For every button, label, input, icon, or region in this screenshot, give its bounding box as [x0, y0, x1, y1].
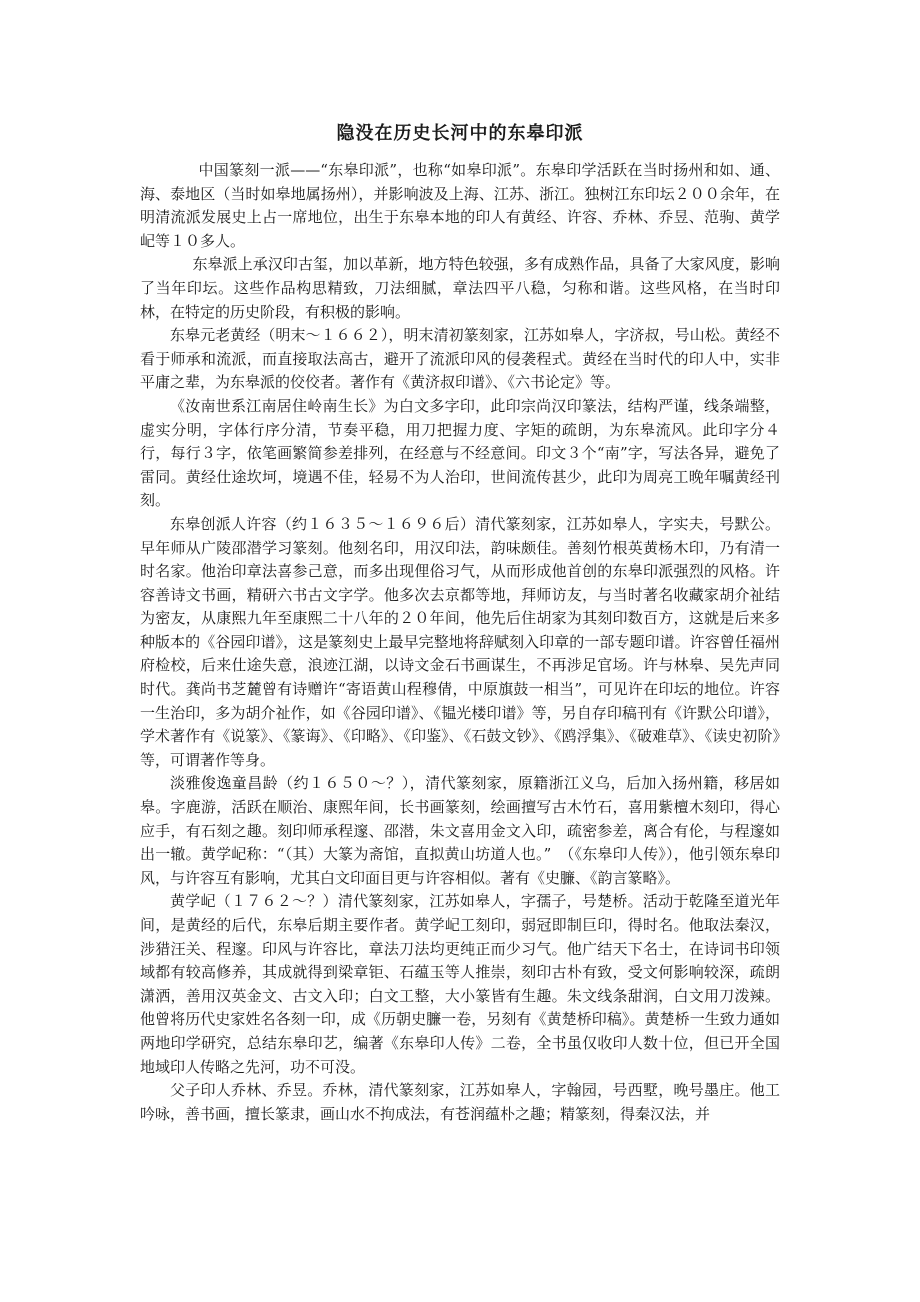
paragraph-style-overview: 东皋派上承汉印古玺，加以革新，地方特色较强，多有成熟作品，具备了大家风度，影响了当年印坛。这些作品构思精致，刀法细腻，章法四平八稳，匀称和谐。这些风格，在当时印林，在特定的历史阶段，有积极的影响。	[140, 255, 780, 321]
paragraph-huang-xueqi: 黄学屺（１７６２～？）清代篆刻家，江苏如皋人，字孺子，号楚桥。活动于乾隆至道光年间，是黄经的后代，东皋后期主要作者。黄学屺工刻印，弱冠即制巨印，得时名。他取法秦汉，涉猎汪关、程邃。印风与许容比，章法刀法均更纯正而少习气。他广结天下名士，在诗词书印领域都有较高修养，其成就得到梁章钜、石蕴玉等人推崇，刻印古朴有致，受文何影响较深，疏朗潇洒，善用汉英金文、古文入印；白文工整，大小篆皆有生趣。朱文线条甜润，白文用刀泼辣。他曾将历代史家姓名各刻一印，成《历朝史臁一卷，另刻有《黄楚桥印稿》。黄楚桥一生致力通如两地印学研究，总结东皋印艺，编著《东皋印人传》二卷，全书虽仅收印人数十位，但已开全国地域印人传略之先河，功不可没。	[140, 892, 780, 1076]
paragraph-intro: 中国篆刻一派——“东皋印派”，也称“如皋印派”。东皋印学活跃在当时扬州和如、通、海、泰地区（当时如皋地属扬州），并影响波及上海、江苏、浙江。独树江东印坛２００余年，在明清流派发展史上占一席地位，出生于东皋本地的印人有黄经、许容、乔林、乔昱、范驹、黄学屺等１０多人。	[140, 161, 780, 250]
document-title: 隐没在历史长河中的东皋印派	[336, 123, 584, 144]
paragraph-huang-jing: 东皋元老黄经（明末～１６６２），明末清初篆刻家，江苏如皋人，字济叔，号山松。黄经不看于师承和流派，而直接取法高古，避开了流派印风的侵袭程式。黄经在当时代的印人中，实非平庸之辈，为东皋派的佼佼者。著作有《黄济叔印谱》、《六书论定》等。	[140, 326, 780, 392]
paragraph-seal-description: 《汝南世系江南居住岭南生长》为白文多字印，此印宗尚汉印篆法，结构严谨，线条端整，虚实分明，字体行序分清，节奏平稳，用刀把握力度、字矩的疏朗，为东皋流风。此印字分４行，每行３字，依笔画繁简参差排列，在经意与不经意间。印文３个“南”字，写法各异，避免了雷同。黄经仕途坎坷，境遇不佳，轻易不为人治印，世间流传甚少，此印为周亮工晚年嘱黄经刊刻。	[140, 396, 780, 510]
paragraph-qiao-lin: 父子印人乔林、乔昱。乔林，清代篆刻家，江苏如皋人，字翰园，号西墅，晚号墨庄。他工吟咏，善书画，擅长篆隶，画山水不拘成法，有苍润蕴朴之趣；精篆刻，得秦汉法，并	[140, 1081, 780, 1123]
document-body	[140, 159, 780, 1126]
paragraph-tong-changling: 淡雅俊逸童昌龄（约１６５０～？），清代篆刻家，原籍浙江义乌，后加入扬州籍，移居如皋。字鹿游，活跃在顺治、康熙年间，长书画篆刻，绘画擅写古木竹石，喜用紫檀木刻印，得心应手，有石刻之趣。刻印师承程邃、邵潜，朱文喜用金文入印，疏密参差，离合有伦，与程邃如出一辙。黄学屺称：“（其）大篆为斋馆，直拟黄山坊道人也。” （《东皋印人传》），他引领东皋印风，与许容互有影响，尤其白文印面目更与许容相似。著有《史臁、《韵言篆略》。	[140, 774, 780, 887]
paragraph-xu-rong: 东皋创派人许容（约１６３５～１６９６后）清代篆刻家，江苏如皋人，字实夫，号默公。早年师从广陵邵潜学习篆刻。他刻名印，用汉印法，韵味颇佳。善刻竹根英黄杨木印，乃有清一时名家。他治印章法喜参己意，而多出现俚俗习气，从而形成他首创的东皋印派强烈的风格。许容善诗文书画，精研六书古文字学。他多次去京都等地，拜师访友，与当时著名收藏家胡介祉结为密友，从康熙九年至康熙二十八年的２０年间，他先后住胡家为其刻印数百方，这就是后来多种版本的《谷园印谱》，这是篆刻史上最早完整地将辞赋刻入印章的一部专题印谱。许容曾任福州府检校，后来仕途失意，浪迹江湖，以诗文金石书画谋生，不再涉足官场。许与林皋、吴先声同时代。龚尚书芝麓曾有诗赠许“寄语黄山程穆倩，中原旗鼓一相当”，可见许在印坛的地位。许容一生治印，多为胡介祉作，如《谷园印谱》、《韫光楼印谱》等，另自存印稿刊有《许默公印谱》，学术著作有《说篆》、《篆诲》、《印略》、《印鉴》、《石鼓文钞》、《鸥浮集》、《破难草》、《读史初阶》等，可谓著作等身。	[140, 514, 780, 769]
